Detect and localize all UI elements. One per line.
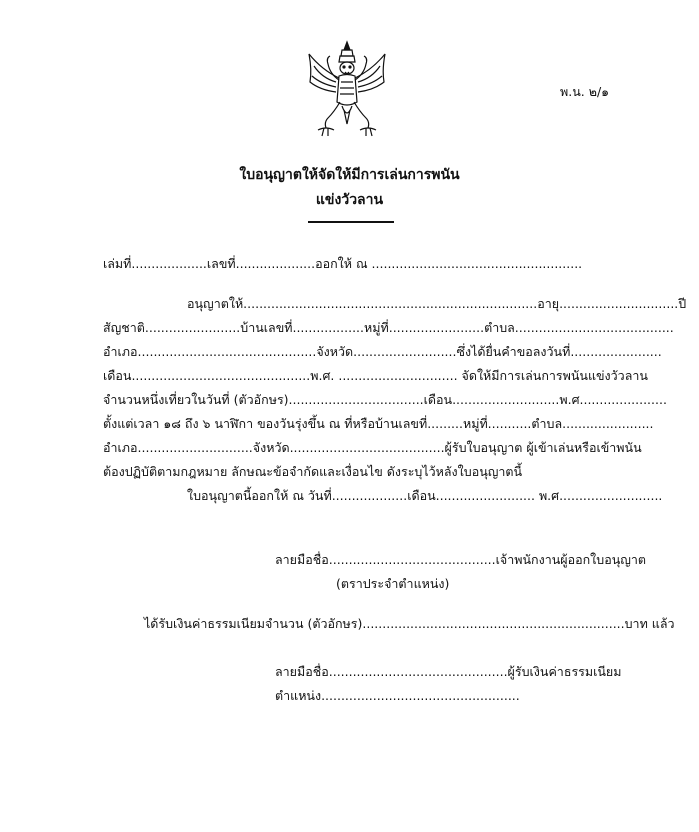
title-underline: [308, 221, 394, 223]
law-conditions-line: ต้องปฏิบัติตามกฎหมาย ลักษณะข้อจำกัดและเงื่อนไข ดังระบุไว้หลังใบอนุญาตนี้: [103, 464, 523, 479]
date-amount-line: จำนวนหนึ่งเที่ยวในวันที่ (ตัวอักษร)..................................เดือน...........................พ.ศ......................: [103, 392, 667, 407]
month-year-line: เดือน.............................................พ.ศ. .............................. จัดให้มีการเล่นการพนันแข่งวัวลาน: [103, 368, 648, 383]
document-title-line1: ใบอนุญาตให้จัดให้มีการเล่นการพนัน: [239, 167, 460, 183]
issue-date-line: ใบอนุญาตนี้ออกให้ ณ วันที่...................เดือน......................... พ.ศ..........................: [187, 488, 663, 503]
book-number-line: เล่มที่...................เลขที่....................ออกให้ ณ .....................................................: [103, 256, 583, 271]
district-province-line: อำเภอ.............................................จังหวัด..........................ซึ่งได้ยื่นคำขอลงวันที่.......................: [103, 344, 662, 359]
issuer-signature-line: ลายมือชื่อ..........................................เจ้าพนักงานผู้ออกใบอนุญาต: [275, 552, 647, 567]
fee-receiver-signature-line: ลายมือชื่อ.............................................ผู้รับเงินค่าธรรมเนียม: [275, 664, 622, 679]
fee-received-line: ได้รับเงินค่าธรรมเนียมจำนวน (ตัวอักษร)..................................................................บาท แล้ว: [144, 616, 675, 631]
official-seal-caption: (ตราประจำตำแหน่ง): [336, 576, 450, 591]
district-permittee-line: อำเภอ.............................จังหวัด.......................................ผู้รับใบอนุญาต ผู้เข้าเล่นหรือเข้าพนัน: [103, 440, 642, 455]
nationality-address-line: สัญชาติ........................บ้านเลขที่..................หมู่ที่........................ตำบล........................................: [103, 320, 674, 335]
garuda-emblem-icon: [306, 40, 388, 140]
permit-holder-line: อนุญาตให้..........................................................................อายุ..............................ปี: [187, 296, 687, 311]
fee-receiver-position-line: ตำแหน่ง..................................................: [275, 688, 520, 703]
form-code: พ.น. ๒/๑: [560, 84, 610, 99]
time-location-line: ตั้งแต่เวลา ๑๘ ถึง ๖ นาฬิกา ของวันรุ่งขึ้น ณ ที่หรือบ้านเลขที่.........หมู่ที่...........ตำบล.......................: [103, 416, 654, 431]
document-title-line2: แข่งวัวลาน: [315, 192, 384, 208]
